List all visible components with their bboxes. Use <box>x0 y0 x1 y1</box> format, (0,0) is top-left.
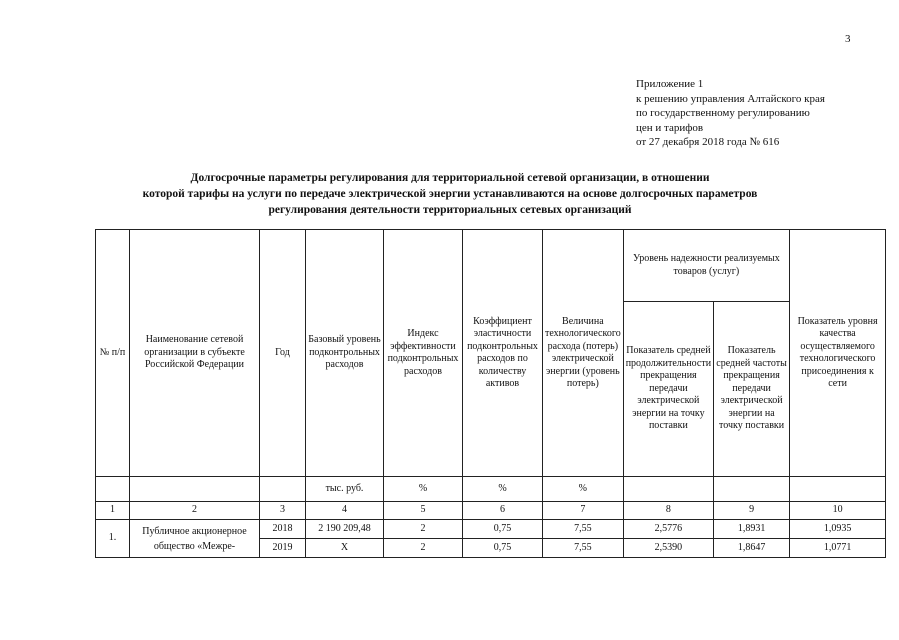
header-reliability-frequency: Показатель средней частоты прекращения передачи электрической энергии на точку поставки <box>714 302 790 477</box>
unit-name <box>130 477 260 502</box>
unit-quality <box>790 477 886 502</box>
row-num: 1. <box>96 520 130 558</box>
cell-quality: 1,0935 <box>790 520 886 539</box>
column-number: 5 <box>384 502 463 520</box>
page-number: 3 <box>845 33 851 45</box>
title-line: регулирования деятельности территориальных сетевых организаций <box>268 204 632 216</box>
document-title <box>90 170 810 218</box>
cell-rel1: 2,5390 <box>623 539 713 558</box>
annex-line: Приложение 1 <box>636 78 704 90</box>
cell-index: 2 <box>384 539 463 558</box>
column-number: 7 <box>543 502 624 520</box>
cell-base: 2 190 209,48 <box>306 520 384 539</box>
annex-line: к решению управления Алтайского края <box>636 92 825 105</box>
unit-index: % <box>384 477 463 502</box>
cell-base: X <box>306 539 384 558</box>
cell-year: 2019 <box>260 539 306 558</box>
header-tech-loss: Величина технологического расхода (потерь) электрической энергии (уровень потерь) <box>543 230 624 477</box>
title-line: которой тарифы на услуги по передаче электрической энергии устанавливаются на основе долгосрочных параметров <box>142 188 758 200</box>
row-org-name <box>130 520 260 558</box>
cell-coef: 0,75 <box>463 520 543 539</box>
header-reliability-duration: Показатель средней продолжительности прекращения передачи электрической энергии на точку поставки <box>623 302 713 477</box>
header-elasticity-coef: Коэффициент эластичности подконтрольных расходов по количеству активов <box>463 230 543 477</box>
header-year: Год <box>260 230 306 477</box>
unit-rel1 <box>623 477 713 502</box>
column-number: 9 <box>714 502 790 520</box>
title-line: Долгосрочные параметры регулирования для территориальной сетевой организации, в отношении <box>190 172 710 184</box>
annex-line: от 27 декабря 2018 года № 616 <box>636 136 780 148</box>
header-num: № п/п <box>96 230 130 477</box>
annex-block <box>636 77 825 150</box>
cell-rel1: 2,5776 <box>623 520 713 539</box>
header-efficiency-index: Индекс эффективности подконтрольных расходов <box>384 230 463 477</box>
cell-coef: 0,75 <box>463 539 543 558</box>
unit-num <box>96 477 130 502</box>
cell-index: 2 <box>384 520 463 539</box>
annex-line: по государственному регулированию <box>636 107 810 119</box>
cell-rel2: 1,8931 <box>714 520 790 539</box>
cell-loss: 7,55 <box>543 520 624 539</box>
header-name: Наименование сетевой организации в субъекте Российской Федерации <box>130 230 260 477</box>
column-number: 4 <box>306 502 384 520</box>
header-reliability-group: Уровень надежности реализуемых товаров (услуг) <box>623 230 789 302</box>
unit-coef: % <box>463 477 543 502</box>
unit-loss: % <box>543 477 624 502</box>
unit-base: тыс. руб. <box>306 477 384 502</box>
column-number: 3 <box>260 502 306 520</box>
table-row <box>96 520 886 539</box>
cell-quality: 1,0771 <box>790 539 886 558</box>
header-base-level: Базовый уровень подконтрольных расходов <box>306 230 384 477</box>
column-number: 6 <box>463 502 543 520</box>
header-quality: Показатель уровня качества осуществляемого технологического присоединения к сети <box>790 230 886 477</box>
org-name-text: Публичное акционерное общество «Межре- <box>142 525 247 552</box>
cell-rel2: 1,8647 <box>714 539 790 558</box>
column-number: 10 <box>790 502 886 520</box>
annex-line: цен и тарифов <box>636 121 704 134</box>
unit-year <box>260 477 306 502</box>
cell-year: 2018 <box>260 520 306 539</box>
column-number: 8 <box>623 502 713 520</box>
parameters-table <box>95 229 886 558</box>
unit-rel2 <box>714 477 790 502</box>
column-number: 1 <box>96 502 130 520</box>
cell-loss: 7,55 <box>543 539 624 558</box>
column-number: 2 <box>130 502 260 520</box>
